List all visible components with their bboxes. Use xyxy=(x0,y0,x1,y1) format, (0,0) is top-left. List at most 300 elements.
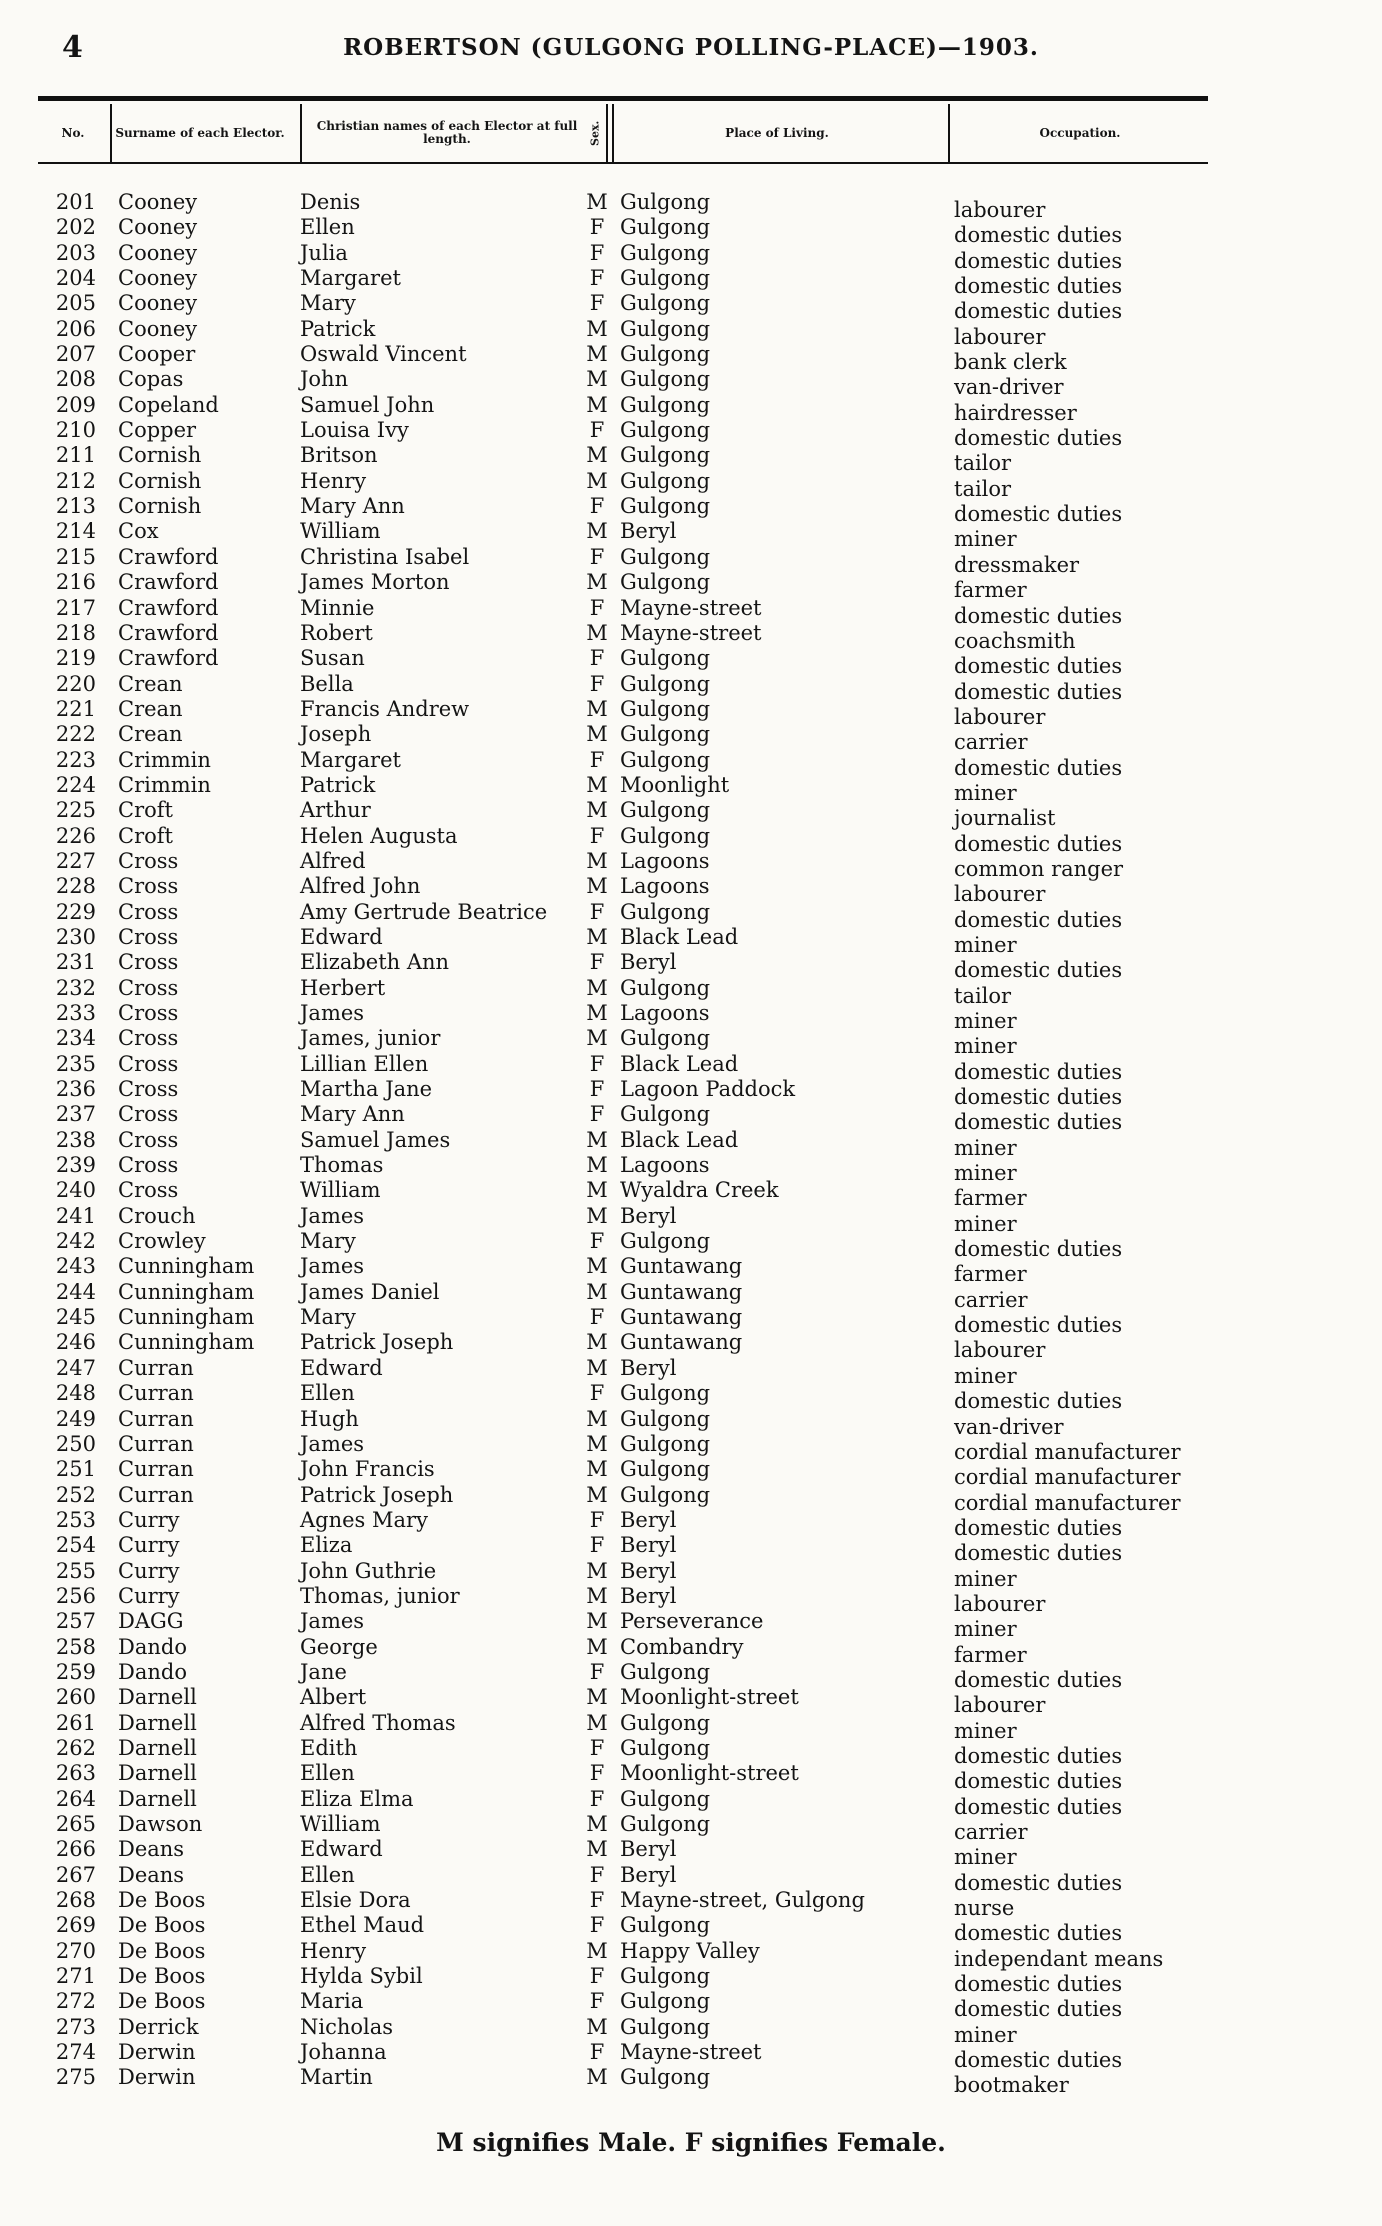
christian-names: Helen Augusta xyxy=(300,823,458,848)
place-of-living: Black Lead xyxy=(620,1051,739,1076)
table-row xyxy=(38,190,1208,222)
table-row xyxy=(38,924,1208,957)
surname: Cross xyxy=(118,1001,179,1025)
table-row xyxy=(38,519,1208,552)
surname: Curran xyxy=(118,1457,194,1482)
table-row xyxy=(38,1634,1208,1667)
surname: Croft xyxy=(118,798,173,823)
table-row xyxy=(38,722,1208,755)
occupation: miner xyxy=(954,1211,1017,1236)
elector-number: 233 xyxy=(55,1001,96,1025)
table-row xyxy=(38,1609,1208,1642)
surname: De Boos xyxy=(118,1989,206,2014)
place-of-living: Gulgong xyxy=(620,1457,711,1482)
elector-number: 267 xyxy=(55,1862,96,1887)
occupation: miner xyxy=(954,1617,1017,1642)
elector-number: 228 xyxy=(55,874,96,899)
surname: Curran xyxy=(118,1355,194,1380)
christian-names: Mary Ann xyxy=(300,1102,405,1127)
sex: F xyxy=(589,544,605,569)
sex: M xyxy=(586,519,608,544)
top-rule xyxy=(38,96,1208,101)
table-row xyxy=(38,1305,1208,1338)
christian-names: Edward xyxy=(300,1355,383,1380)
occupation: domestic duties xyxy=(954,1059,1123,1084)
place-of-living: Gulgong xyxy=(620,544,711,569)
occupation: miner xyxy=(954,1161,1017,1186)
christian-names: James Daniel xyxy=(300,1279,440,1304)
christian-names: Henry xyxy=(300,468,367,493)
occupation: cordial manufacturer xyxy=(954,1439,1181,1464)
elector-number: 229 xyxy=(55,899,96,924)
sex: M xyxy=(586,1001,608,1025)
place-of-living: Gulgong xyxy=(620,1229,711,1254)
elector-number: 206 xyxy=(55,316,96,341)
elector-number: 263 xyxy=(55,1761,96,1786)
christian-names: Patrick xyxy=(300,316,376,341)
elector-number: 208 xyxy=(55,367,96,392)
elector-number: 250 xyxy=(55,1431,96,1456)
sex: F xyxy=(589,1381,605,1406)
christian-names: Ellen xyxy=(300,215,355,240)
place-of-living: Gulgong xyxy=(620,190,711,214)
christian-names: Herbert xyxy=(300,975,386,1000)
place-of-living: Gulgong xyxy=(620,494,711,519)
elector-number: 261 xyxy=(55,1710,96,1735)
occupation: miner xyxy=(954,1009,1017,1033)
christian-names: James xyxy=(300,1203,365,1228)
table-row xyxy=(38,215,1208,248)
occupation: domestic duties xyxy=(954,1794,1123,1819)
table-row xyxy=(38,1381,1208,1414)
place-of-living: Gulgong xyxy=(620,1659,711,1684)
christian-names: James xyxy=(300,1431,365,1456)
place-of-living: Lagoons xyxy=(620,848,710,873)
occupation: miner xyxy=(954,1135,1017,1160)
christian-names: Robert xyxy=(300,620,373,645)
surname: Derwin xyxy=(118,2065,196,2090)
table-row xyxy=(38,1558,1208,1591)
occupation: farmer xyxy=(954,1262,1027,1287)
surname: Curry xyxy=(118,1558,180,1583)
sex: F xyxy=(589,646,605,671)
place-of-living: Gulgong xyxy=(620,1482,711,1507)
christian-names: Eliza xyxy=(300,1533,353,1558)
elector-number: 219 xyxy=(55,646,96,671)
sex: M xyxy=(586,570,608,595)
place-of-living: Gulgong xyxy=(620,899,711,924)
surname: Copas xyxy=(118,367,184,392)
surname: Dando xyxy=(118,1659,187,1684)
place-of-living: Gulgong xyxy=(620,2065,711,2090)
place-of-living: Beryl xyxy=(620,1355,677,1380)
place-of-living: Gulgong xyxy=(620,747,711,772)
elector-number: 255 xyxy=(55,1558,96,1583)
place-of-living: Gulgong xyxy=(620,1735,711,1760)
sex: M xyxy=(586,190,608,214)
elector-number: 244 xyxy=(55,1279,96,1304)
table-row xyxy=(38,266,1208,299)
elector-number: 270 xyxy=(55,1938,96,1963)
occupation: domestic duties xyxy=(954,1870,1123,1895)
elector-number: 204 xyxy=(55,266,96,291)
table-row xyxy=(38,494,1208,527)
occupation: miner xyxy=(954,2022,1017,2047)
elector-number: 266 xyxy=(55,1837,96,1862)
sex: M xyxy=(586,1938,608,1963)
surname: Curry xyxy=(118,1533,180,1558)
sex: F xyxy=(589,215,605,240)
christian-names: Christina Isabel xyxy=(300,544,470,569)
place-of-living: Wyaldra Creek xyxy=(620,1178,779,1203)
elector-number: 236 xyxy=(55,1077,96,1102)
occupation: nurse xyxy=(954,1896,1015,1921)
occupation: domestic duties xyxy=(954,1110,1123,1135)
surname: Dando xyxy=(118,1634,187,1659)
surname: De Boos xyxy=(118,1888,206,1913)
surname: Curry xyxy=(118,1507,180,1532)
christian-names: Edward xyxy=(300,924,383,949)
sex: F xyxy=(589,823,605,848)
elector-number: 239 xyxy=(55,1153,96,1178)
sex: F xyxy=(589,1229,605,1254)
sex: M xyxy=(586,1558,608,1583)
table-row xyxy=(38,1229,1208,1262)
elector-number: 251 xyxy=(55,1457,96,1482)
elector-number: 234 xyxy=(55,1026,96,1051)
elector-number: 201 xyxy=(55,190,96,214)
table-row xyxy=(38,1507,1208,1540)
sex: M xyxy=(586,1153,608,1178)
place-of-living: Guntawang xyxy=(620,1254,743,1279)
place-of-living: Gulgong xyxy=(620,1102,711,1127)
sex: M xyxy=(586,1837,608,1862)
table-row xyxy=(38,1812,1208,1844)
surname: Cooper xyxy=(118,342,196,367)
surname: Curry xyxy=(118,1583,180,1608)
surname: Cooney xyxy=(118,215,198,240)
sex: F xyxy=(589,950,605,975)
place-of-living: Gulgong xyxy=(620,570,711,595)
place-of-living: Gulgong xyxy=(620,291,711,316)
surname: Crowley xyxy=(118,1229,206,1254)
occupation: labourer xyxy=(954,704,1046,729)
elector-number: 238 xyxy=(55,1127,96,1152)
sex: F xyxy=(589,1989,605,2014)
sex: M xyxy=(586,1812,608,1836)
table-row xyxy=(38,798,1208,831)
christian-names: Henry xyxy=(300,1938,367,1963)
table-row xyxy=(38,1710,1208,1743)
table-row xyxy=(38,1127,1208,1160)
table-row xyxy=(38,823,1208,856)
header-sex: Sex. xyxy=(584,104,608,162)
surname: Crean xyxy=(118,722,183,747)
christian-names: Edith xyxy=(300,1735,358,1760)
occupation: domestic duties xyxy=(954,1237,1123,1262)
christian-names: Albert xyxy=(300,1685,367,1710)
place-of-living: Gulgong xyxy=(620,342,711,367)
surname: De Boos xyxy=(118,1913,206,1938)
table-row xyxy=(38,1533,1208,1566)
christian-names: James xyxy=(300,1001,365,1025)
christian-names: Agnes Mary xyxy=(300,1507,428,1532)
christian-names: Lillian Ellen xyxy=(300,1051,429,1076)
sex: M xyxy=(586,1609,608,1634)
sex: F xyxy=(589,1507,605,1532)
place-of-living: Lagoons xyxy=(620,1001,710,1025)
sex: F xyxy=(589,1077,605,1102)
elector-number: 253 xyxy=(55,1507,96,1532)
elector-number: 218 xyxy=(55,620,96,645)
table-row xyxy=(38,1406,1208,1439)
elector-number: 240 xyxy=(55,1178,96,1203)
header-surname: Surname of each Elector. xyxy=(110,104,288,162)
surname: Crawford xyxy=(118,595,219,620)
elector-number: 216 xyxy=(55,570,96,595)
christian-names: John Francis xyxy=(300,1457,435,1482)
surname: Crimmin xyxy=(118,747,211,772)
occupation: labourer xyxy=(954,1338,1046,1363)
place-of-living: Mayne-street, Gulgong xyxy=(620,1888,865,1913)
occupation: bootmaker xyxy=(954,2073,1069,2098)
christian-names: Britson xyxy=(300,443,378,468)
christian-names: Mary xyxy=(300,291,356,316)
place-of-living: Guntawang xyxy=(620,1305,743,1330)
surname: Croft xyxy=(118,823,173,848)
elector-number: 247 xyxy=(55,1355,96,1380)
table-row xyxy=(38,975,1208,1008)
christian-names: Thomas xyxy=(300,1153,384,1178)
table-row xyxy=(38,316,1208,349)
occupation: miner xyxy=(954,1566,1017,1591)
christian-names: Ellen xyxy=(300,1761,355,1786)
surname: Derrick xyxy=(118,2014,199,2039)
sex: M xyxy=(586,367,608,392)
elector-number: 231 xyxy=(55,950,96,975)
table-row xyxy=(38,1685,1208,1718)
sex: M xyxy=(586,1482,608,1507)
place-of-living: Guntawang xyxy=(620,1279,743,1304)
elector-number: 230 xyxy=(55,924,96,949)
place-of-living: Gulgong xyxy=(620,1812,711,1836)
occupation: cordial manufacturer xyxy=(954,1465,1181,1490)
occupation: domestic duties xyxy=(954,223,1123,248)
electors-table xyxy=(38,190,1208,2098)
table-row xyxy=(38,1913,1208,1946)
christian-names: Ellen xyxy=(300,1862,355,1887)
christian-names: James xyxy=(300,1609,365,1634)
sex: F xyxy=(589,1735,605,1760)
place-of-living: Gulgong xyxy=(620,823,711,848)
occupation: miner xyxy=(954,1363,1017,1388)
table-row xyxy=(38,418,1208,451)
header-christian: Christian names of each Elector at full length. xyxy=(300,104,592,162)
place-of-living: Gulgong xyxy=(620,266,711,291)
christian-names: Denis xyxy=(300,190,361,214)
occupation: labourer xyxy=(954,1591,1046,1616)
place-of-living: Beryl xyxy=(620,519,677,544)
christian-names: Ellen xyxy=(300,1381,355,1406)
place-of-living: Gulgong xyxy=(620,316,711,341)
occupation: domestic duties xyxy=(954,1667,1123,1692)
place-of-living: Gulgong xyxy=(620,1026,711,1051)
place-of-living: Gulgong xyxy=(620,646,711,671)
sex: F xyxy=(589,747,605,772)
occupation: bank clerk xyxy=(954,350,1067,375)
occupation: carrier xyxy=(954,730,1028,755)
occupation: miner xyxy=(954,527,1017,552)
christian-names: Maria xyxy=(300,1989,364,2014)
table-row xyxy=(38,240,1208,273)
surname: Cooney xyxy=(118,291,198,316)
sex: M xyxy=(586,468,608,493)
occupation: domestic duties xyxy=(954,907,1123,932)
occupation: farmer xyxy=(954,1186,1027,1211)
sex: F xyxy=(589,671,605,696)
table-row xyxy=(38,367,1208,400)
place-of-living: Gulgong xyxy=(620,418,711,443)
christian-names: Amy Gertrude Beatrice xyxy=(300,899,548,924)
elector-number: 203 xyxy=(55,240,96,265)
occupation: farmer xyxy=(954,578,1027,603)
surname: Cross xyxy=(118,1127,179,1152)
table-row xyxy=(38,696,1208,729)
table-row xyxy=(38,1178,1208,1211)
christian-names: Louisa Ivy xyxy=(300,418,409,443)
sex: F xyxy=(589,1786,605,1811)
place-of-living: Gulgong xyxy=(620,671,711,696)
place-of-living: Combandry xyxy=(620,1634,744,1659)
sex: M xyxy=(586,2014,608,2039)
christian-names: Oswald Vincent xyxy=(300,342,467,367)
surname: Cross xyxy=(118,924,179,949)
sex: M xyxy=(586,1710,608,1735)
place-of-living: Gulgong xyxy=(620,1989,711,2014)
occupation: domestic duties xyxy=(954,654,1123,679)
occupation: labourer xyxy=(954,1693,1046,1718)
christian-names: Joseph xyxy=(300,722,372,747)
sex: M xyxy=(586,443,608,468)
occupation: miner xyxy=(954,1845,1017,1870)
occupation: labourer xyxy=(954,324,1046,349)
occupation: domestic duties xyxy=(954,603,1123,628)
surname: Copeland xyxy=(118,392,219,417)
christian-names: Francis Andrew xyxy=(300,696,470,721)
table-row xyxy=(38,950,1208,983)
place-of-living: Lagoons xyxy=(620,1153,710,1178)
christian-names: Bella xyxy=(300,671,354,696)
elector-number: 210 xyxy=(55,418,96,443)
surname: Cornish xyxy=(118,443,202,468)
place-of-living: Gulgong xyxy=(620,443,711,468)
place-of-living: Gulgong xyxy=(620,1964,711,1989)
footer-legend: M signifies Male. F signifies Female. xyxy=(436,2128,946,2157)
sex: M xyxy=(586,392,608,417)
surname: Cunningham xyxy=(118,1305,255,1330)
occupation: domestic duties xyxy=(954,958,1123,983)
table-row xyxy=(38,392,1208,425)
christian-names: Jane xyxy=(300,1659,347,1684)
sex: M xyxy=(586,1457,608,1482)
elector-number: 256 xyxy=(55,1583,96,1608)
elector-number: 262 xyxy=(55,1735,96,1760)
christian-names: Elizabeth Ann xyxy=(300,950,450,975)
elector-number: 269 xyxy=(55,1913,96,1938)
sex: M xyxy=(586,2065,608,2090)
table-row xyxy=(38,899,1208,932)
christian-names: John xyxy=(300,367,349,392)
place-of-living: Gulgong xyxy=(620,1913,711,1938)
elector-number: 222 xyxy=(55,722,96,747)
table-row xyxy=(38,1279,1208,1312)
table-row xyxy=(38,1989,1208,2022)
table-header xyxy=(38,104,1208,164)
elector-number: 245 xyxy=(55,1305,96,1330)
surname: Curran xyxy=(118,1482,194,1507)
surname: Cross xyxy=(118,975,179,1000)
occupation: domestic duties xyxy=(954,502,1123,527)
place-of-living: Gulgong xyxy=(620,367,711,392)
occupation: van-driver xyxy=(954,1414,1064,1439)
elector-number: 227 xyxy=(55,848,96,873)
sex: M xyxy=(586,1431,608,1456)
sex: M xyxy=(586,975,608,1000)
occupation: domestic duties xyxy=(954,2048,1123,2073)
table-row xyxy=(38,1001,1208,1033)
table-row xyxy=(38,1153,1208,1186)
table-row xyxy=(38,646,1208,679)
place-of-living: Beryl xyxy=(620,1583,677,1608)
place-of-living: Perseverance xyxy=(620,1609,764,1634)
occupation: domestic duties xyxy=(954,1743,1123,1768)
table-row xyxy=(38,1761,1208,1794)
sex: M xyxy=(586,798,608,823)
header-occupation: Occupation. xyxy=(948,104,1210,162)
elector-number: 212 xyxy=(55,468,96,493)
table-row xyxy=(38,671,1208,704)
sex: M xyxy=(586,1279,608,1304)
christian-names: Martha Jane xyxy=(300,1077,433,1102)
page-number: 4 xyxy=(62,30,83,65)
place-of-living: Gulgong xyxy=(620,975,711,1000)
place-of-living: Beryl xyxy=(620,1533,677,1558)
occupation: carrier xyxy=(954,1287,1028,1312)
elector-number: 211 xyxy=(55,443,96,468)
place-of-living: Happy Valley xyxy=(620,1938,760,1963)
surname: Cross xyxy=(118,1178,179,1203)
sex: F xyxy=(589,1659,605,1684)
surname: Cross xyxy=(118,874,179,899)
elector-number: 226 xyxy=(55,823,96,848)
occupation: common ranger xyxy=(954,856,1124,881)
occupation: domestic duties xyxy=(954,1541,1123,1566)
occupation: cordial manufacturer xyxy=(954,1490,1181,1515)
table-row xyxy=(38,1254,1208,1287)
table-row xyxy=(38,1431,1208,1464)
table-row xyxy=(38,1482,1208,1515)
surname: Cunningham xyxy=(118,1330,255,1355)
elector-number: 275 xyxy=(55,2065,96,2090)
christian-names: James, junior xyxy=(300,1026,441,1051)
elector-number: 225 xyxy=(55,798,96,823)
place-of-living: Gulgong xyxy=(620,1786,711,1811)
surname: Crawford xyxy=(118,570,219,595)
occupation: domestic duties xyxy=(954,1972,1123,1997)
surname: Cooney xyxy=(118,316,198,341)
place-of-living: Moonlight xyxy=(620,772,730,797)
sex: M xyxy=(586,1685,608,1710)
